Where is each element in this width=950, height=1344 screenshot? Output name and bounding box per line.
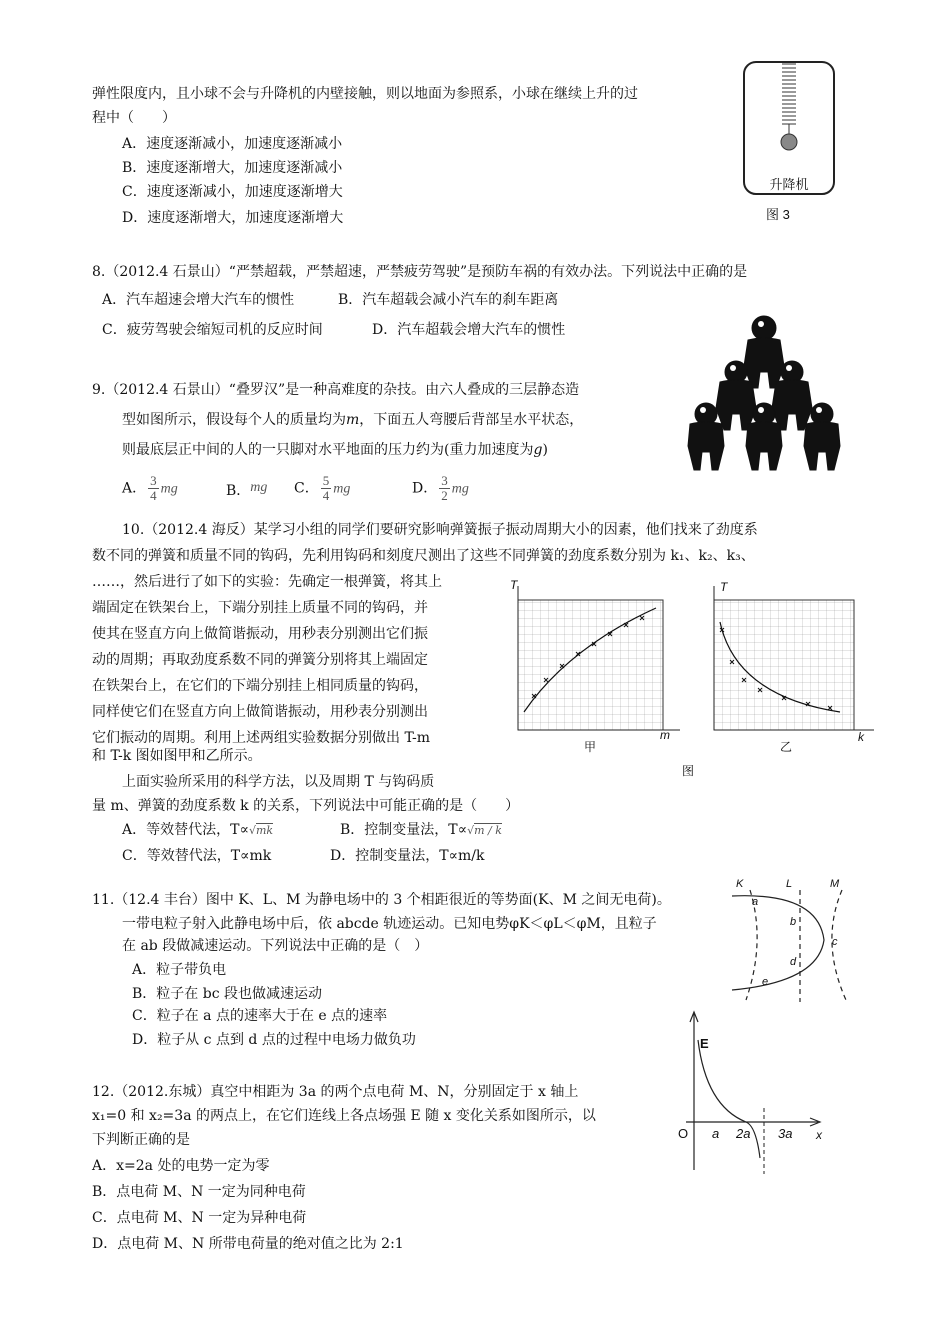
q11-option-b: B．粒子在 bc 段也做减速运动 <box>132 986 322 1002</box>
q10-option-a: A．等效替代法，T∝√mk <box>122 822 274 838</box>
tick-3a-label: 3a <box>778 1126 793 1141</box>
q7-stem-line1: 弹性限度内，且小球不会与升降机的内壁接触，则以地面为参照系，小球在继续上升的过 <box>92 86 638 102</box>
q10-option-c: C．等效替代法，T∝mk <box>122 848 272 864</box>
q7-option-d: D．速度逐渐增大，加速度逐渐增大 <box>122 210 344 226</box>
q10-stem-line3: ……，然后进行了如下的实验：先确定一根弹簧，将其上 <box>92 574 442 590</box>
plane-label-m: M <box>830 878 840 890</box>
q9-stem-line3: 则最底层正中间的人的一只脚对水平地面的压力约为(重力加速度为g) <box>122 442 548 458</box>
q11-stem-line2: 一带电粒子射入此静电场中后，依 abcde 轨迹运动。已知电势φK＜φL＜φM，且粒子 <box>122 916 657 932</box>
q12-option-d: D．点电荷 M、N 所带电荷量的绝对值之比为 2:1 <box>92 1236 404 1252</box>
q11-stem-line1: 11.（12.4 丰台）图中 K、L、M 为静电场中的 3 个相距很近的等势面(K、M 之间无电荷)。 <box>92 892 671 908</box>
tick-a-label: a <box>712 1126 720 1141</box>
q8-option-a: A．汽车超速会增大汽车的惯性 <box>102 292 295 308</box>
q9-option-a: A． $\frac{3}{4}$ mg <box>122 473 178 503</box>
x-axis-label: x <box>816 1128 822 1142</box>
q11-stem-line3: 在 ab 段做减速运动。下列说法中正确的是（ ） <box>122 938 429 954</box>
q9-option-d: D． $\frac{3}{2}$ mg <box>412 473 469 503</box>
figure-3-caption: 图 3 <box>766 207 790 222</box>
q10-stem-line1: 10.（2012.4 海反）某学习小组的同学们要研究影响弹簧振子振动周期大小的因素，他们找来了劲度系 <box>122 522 758 538</box>
q9-option-b: B．mg <box>226 480 268 499</box>
human-pyramid-figure <box>678 310 850 474</box>
q10-stem-line11: 上面实验所采用的科学方法，以及周期 T 与钩码质 <box>122 774 435 790</box>
q12-stem-line2: x₁=0 和 x₂=3a 的两点上，在它们连线上各点场强 E 随 x 变化关系如图所示，以 <box>92 1108 596 1124</box>
equipotential-figure <box>728 874 862 1004</box>
q7-option-c: C．速度逐渐减小，加速度逐渐增大 <box>122 184 343 200</box>
graph-figure-caption: 图 <box>682 764 695 778</box>
graph2-x-label: k <box>858 730 864 744</box>
q10-stem-line4: 端固定在铁架台上，下端分别挂上质量不同的钩码，并 <box>92 600 428 616</box>
q8-option-b: B．汽车超载会减小汽车的刹车距离 <box>338 292 559 308</box>
elevator-label: 升降机 <box>769 178 809 193</box>
q12-stem-line3: 下判断正确的是 <box>92 1132 190 1148</box>
plane-label-l: L <box>786 878 793 890</box>
q10-stem-line5: 使其在竖直方向上做简谐振动，用秒表分别测出它们振 <box>92 626 428 642</box>
graph1-caption: 甲 <box>584 740 597 754</box>
q8-option-d: D．汽车超载会增大汽车的惯性 <box>372 322 566 338</box>
q12-option-c: C．点电荷 M、N 一定为异种电荷 <box>92 1210 307 1226</box>
origin-label: O <box>678 1126 689 1141</box>
q10-stem-line12: 量 m、弹簧的劲度系数 k 的关系，下列说法中可能正确的是（ ） <box>92 798 520 814</box>
q11-option-a: A．粒子带负电 <box>132 962 227 978</box>
q10-stem-line2: 数不同的弹簧和质量不同的钩码，先利用钩码和刻度尺测出了这些不同弹簧的劲度系数分别为 k₁、k₂、k₃、 <box>92 548 755 564</box>
q7-stem-line2: 程中（ ） <box>92 110 176 126</box>
q7-option-a: A．速度逐渐减小，加速度逐渐减小 <box>122 136 343 152</box>
point-c-label: c <box>832 936 838 948</box>
point-a-label: a <box>752 896 759 908</box>
q9-option-c: C． $\frac{5}{4}$ mg <box>294 473 351 503</box>
plane-label-k: K <box>736 878 744 890</box>
q11-option-c: C．粒子在 a 点的速率大于在 e 点的速率 <box>132 1008 388 1024</box>
q11-option-d: D．粒子从 c 点到 d 点的过程中电场力做负功 <box>132 1032 416 1048</box>
point-e-label: e <box>762 976 769 988</box>
e-axis-label: E <box>700 1036 709 1051</box>
q10-stem-line6: 动的周期；再取劲度系数不同的弹簧分别将其上端固定 <box>92 652 428 668</box>
q10-stem-line9: 它们振动的周期。利用上述两组实验数据分别做出 T-m <box>92 730 430 746</box>
q10-option-d: D．控制变量法，T∝m/k <box>330 848 485 864</box>
q7-option-b: B．速度逐渐增大，加速度逐渐减小 <box>122 160 343 176</box>
q10-stem-line10: 和 T-k 图如图甲和乙所示。 <box>92 748 262 764</box>
q9-stem-line1: 9.（2012.4 石景山）“叠罗汉”是一种高难度的杂技。由六人叠成的三层静态造 <box>92 382 580 398</box>
point-b-label: b <box>790 916 797 928</box>
q10-option-b: B．控制变量法，T∝√m / k <box>340 822 502 838</box>
q8-option-c: C．疲劳驾驶会缩短司机的反应时间 <box>102 322 323 338</box>
q9-stem-line2: 型如图所示，假设每个人的质量均为m，下面五人弯腰后背部呈水平状态， <box>122 412 584 428</box>
tick-2a-label: 2a <box>736 1126 751 1141</box>
q12-option-a: A．x=2a 处的电势一定为零 <box>92 1158 270 1174</box>
point-d-label: d <box>790 956 797 968</box>
graph1-y-label: T <box>510 578 518 592</box>
graph2-y-label: T <box>720 580 728 594</box>
graph2-caption: 乙 <box>780 740 793 754</box>
graph1-x-label: m <box>660 728 670 742</box>
q8-stem: 8.（2012.4 石景山）“严禁超载，严禁超速，严禁疲劳驾驶”是预防车祸的有效办法。下列说法中正确的是 <box>92 264 748 280</box>
q12-stem-line1: 12.（2012.东城）真空中相距为 3a 的两个点电荷 M、N，分别固定于 x 轴上 <box>92 1084 579 1100</box>
q10-stem-line8: 同样使它们在竖直方向上做简谐振动，用秒表分别测出 <box>92 704 428 720</box>
q10-stem-line7: 在铁架台上，在它们的下端分别挂上相同质量的钩码， <box>92 678 428 694</box>
q12-option-b: B．点电荷 M、N 一定为同种电荷 <box>92 1184 306 1200</box>
